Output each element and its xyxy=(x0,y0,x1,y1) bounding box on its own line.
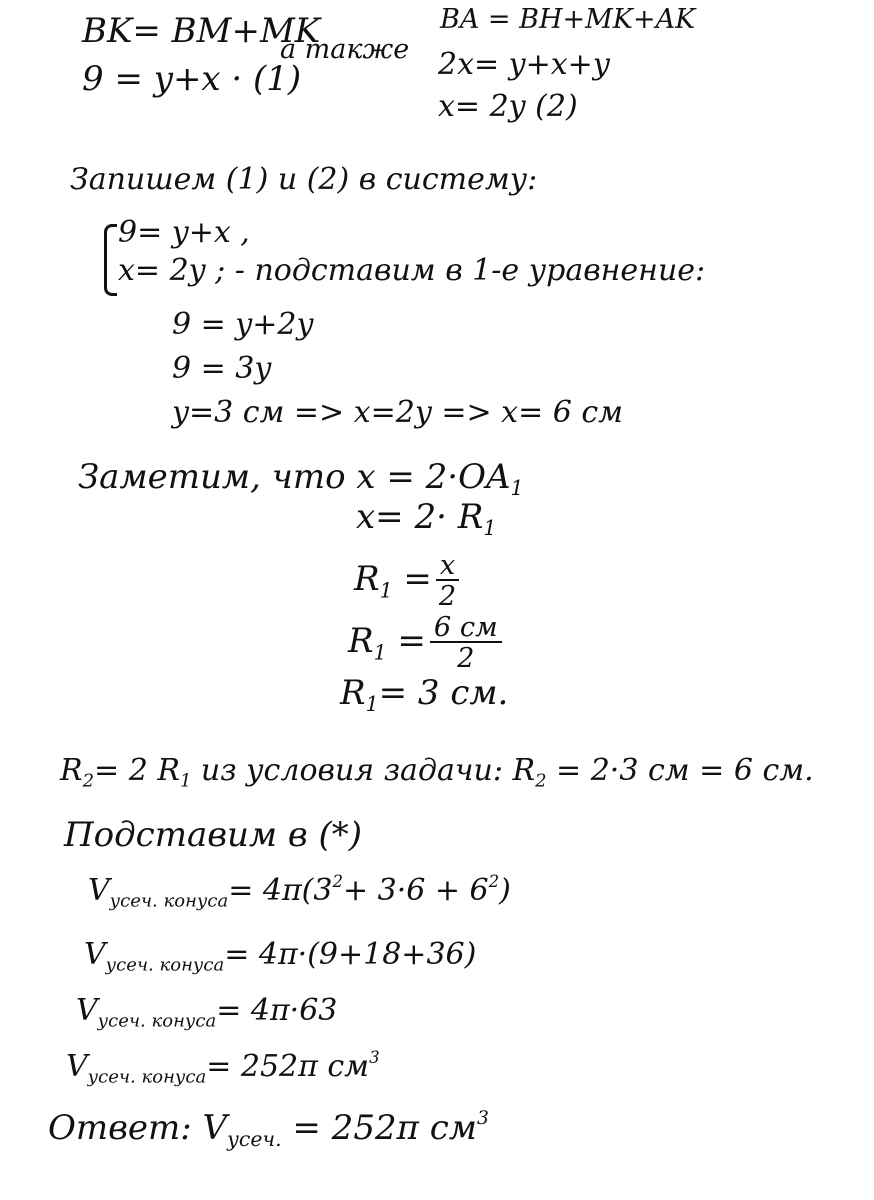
fraction xyxy=(430,612,502,675)
text: = 3 см. xyxy=(378,673,509,713)
r1-fraction-x xyxy=(354,550,459,613)
system-brace xyxy=(104,224,117,296)
subscript: 1 xyxy=(483,516,497,541)
text: R xyxy=(60,753,83,788)
equation-2 xyxy=(438,89,578,124)
text: Ответ: V xyxy=(48,1107,228,1148)
subscript: 1 xyxy=(510,476,524,501)
text: V xyxy=(66,1049,88,1085)
text: Запишем (1) и (2) в систему: xyxy=(70,162,538,197)
text: 9= y+x , xyxy=(118,215,250,250)
text: = xyxy=(397,621,426,662)
text: Подставим в (*) xyxy=(64,815,363,855)
text: R xyxy=(340,673,366,713)
text: = 252π см xyxy=(281,1107,477,1148)
superscript: 3 xyxy=(369,1048,380,1067)
text: y=3 см => x=2y => x= 6 см xyxy=(172,395,624,430)
text: = 4π(3 xyxy=(228,873,333,909)
subscript: 2 xyxy=(82,770,95,792)
volume-line-2 xyxy=(84,937,477,976)
system-eq1 xyxy=(118,215,250,250)
text: 9 = y+x · (1) xyxy=(82,59,302,99)
equation-1 xyxy=(82,59,302,99)
text: = xyxy=(403,559,432,600)
equation-2x xyxy=(438,47,610,82)
text: V xyxy=(84,937,106,972)
text: V xyxy=(76,993,98,1028)
denominator: 2 xyxy=(457,643,475,675)
text: 9 = 3y xyxy=(172,351,272,386)
text: ) xyxy=(499,873,511,909)
x-equals-2r1 xyxy=(356,497,497,541)
text: x= 2y ; - подставим в 1-е уравнение: xyxy=(118,253,706,288)
text: = 2·3 см = 6 см. xyxy=(546,753,814,788)
text: = 2 R xyxy=(94,753,180,788)
subscript: 1 xyxy=(373,640,387,665)
superscript: 2 xyxy=(488,872,500,891)
equation-ba xyxy=(440,6,695,33)
superscript: 3 xyxy=(476,1108,489,1129)
substitute-line xyxy=(64,815,363,855)
substitution-line xyxy=(172,307,314,342)
subscript: усеч. конуса xyxy=(109,890,229,912)
volume-line-1 xyxy=(88,874,511,910)
denominator: 2 xyxy=(438,581,457,613)
superscript: 2 xyxy=(332,872,343,891)
subscript: усеч. конуса xyxy=(105,954,225,976)
text: Заметим, что x = 2·OA xyxy=(78,457,511,497)
subscript: усеч. конуса xyxy=(97,1010,217,1032)
simplified-line xyxy=(172,351,272,386)
text: R xyxy=(348,621,374,662)
text: = 4π·(9+18+36) xyxy=(224,937,477,972)
text: 2x= y+x+y xyxy=(438,47,610,82)
volume-line-4 xyxy=(66,1050,380,1086)
text: 9 = y+2y xyxy=(172,307,314,342)
note-x-oa xyxy=(78,457,524,501)
text: + 3·6 + 6 xyxy=(342,873,489,909)
volume-line-3 xyxy=(76,993,338,1032)
subscript: усеч. конуса xyxy=(87,1066,207,1088)
text: V xyxy=(88,873,110,909)
text: = 252π см xyxy=(206,1049,370,1085)
solution-line xyxy=(172,395,624,430)
answer-line xyxy=(48,1107,489,1152)
subscript: усеч. xyxy=(227,1127,282,1152)
subscript: 1 xyxy=(365,692,379,717)
text: а также xyxy=(280,34,410,65)
text: x= 2y (2) xyxy=(438,89,578,124)
subscript: 2 xyxy=(535,770,547,792)
system-eq2 xyxy=(118,253,706,288)
subscript: 1 xyxy=(379,578,393,603)
system-intro xyxy=(70,162,538,197)
text: R xyxy=(354,559,380,600)
text: x= 2· R xyxy=(356,497,484,537)
text: BK= BM+MK xyxy=(82,11,321,51)
r1-result xyxy=(340,673,509,717)
text: = 4π·63 xyxy=(216,993,338,1028)
numerator: 6 см xyxy=(430,614,502,643)
text: из условия задачи: R xyxy=(191,753,536,788)
fraction xyxy=(436,550,459,613)
subscript: 1 xyxy=(179,770,192,792)
also-text xyxy=(280,36,409,63)
numerator: x xyxy=(436,552,459,581)
r2-line xyxy=(60,753,814,792)
r1-fraction-6 xyxy=(348,612,502,675)
text: BA = BH+MK+AK xyxy=(440,4,696,35)
